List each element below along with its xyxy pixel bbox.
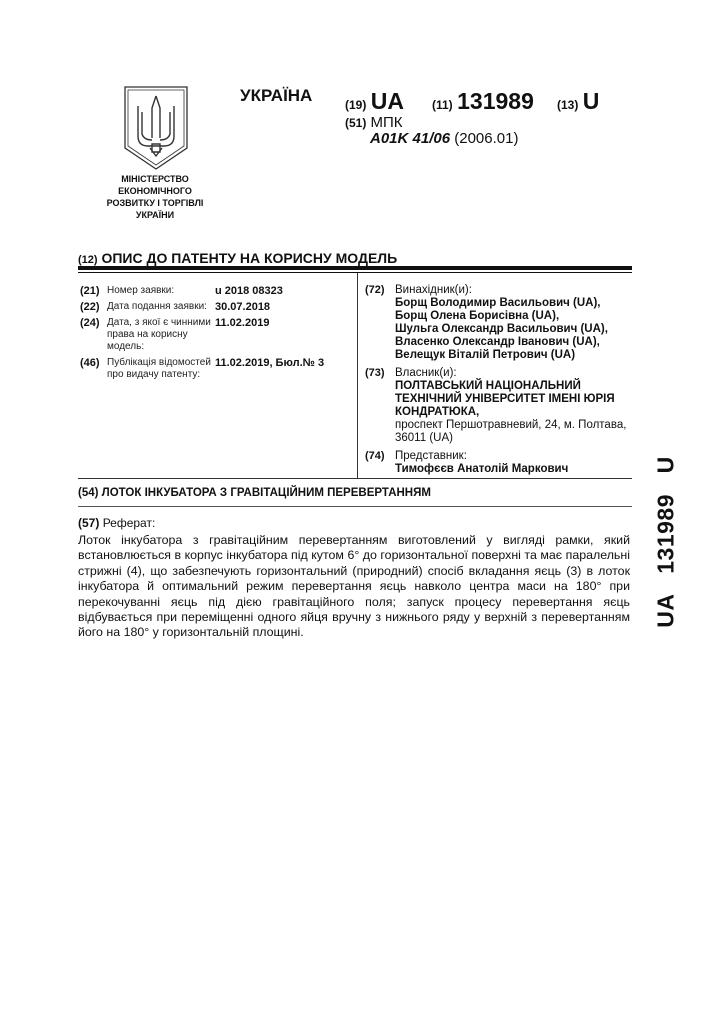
- representative-name: Тимофєєв Анатолій Маркович: [395, 463, 569, 475]
- field-value: 11.02.2019: [215, 317, 270, 329]
- ministry-line: МІНІСТЕРСТВО: [121, 174, 189, 184]
- ministry-line: РОЗВИТКУ І ТОРГІВЛІ: [106, 198, 204, 208]
- code-19: (19): [345, 98, 367, 112]
- code-51: (51): [345, 116, 367, 130]
- country-code: UA: [370, 88, 405, 114]
- document-title-text: ОПИС ДО ПАТЕНТУ НА КОРИСНУ МОДЕЛЬ: [101, 250, 398, 266]
- field-label: Винахідник(и):: [395, 284, 472, 296]
- thin-divider: [78, 272, 632, 273]
- field-code: (73): [365, 367, 385, 379]
- divider: [78, 478, 632, 479]
- ministry-name: [100, 173, 210, 221]
- code-57: (57): [78, 516, 100, 530]
- owner-address: проспект Першотравневий, 24, м. Полтава,: [395, 419, 627, 431]
- field-72-inventors: [365, 284, 640, 362]
- field-label: Дата, з якої є чинними права на корисну модель:: [107, 317, 211, 352]
- coat-of-arms-icon: [124, 86, 188, 170]
- field-code: (24): [80, 317, 100, 329]
- field-24: [80, 317, 352, 353]
- side-patent-label: UA 131989 U: [652, 456, 679, 628]
- thick-divider: [78, 266, 632, 270]
- code-11: (11): [432, 98, 453, 112]
- field-code: (74): [365, 450, 385, 462]
- field-label: Власник(и):: [395, 367, 457, 379]
- code-13: (13): [557, 98, 579, 112]
- ipc-version: (2006.01): [454, 130, 519, 147]
- utility-model-title-text: ЛОТОК ІНКУБАТОРА З ГРАВІТАЦІЙНИМ ПЕРЕВЕРТАННЯМ: [101, 487, 431, 499]
- utility-model-title: [78, 487, 431, 499]
- document-title: [78, 250, 397, 266]
- country-name: УКРАЇНА: [240, 86, 313, 105]
- field-21: [80, 285, 352, 297]
- abstract-text: Лоток інкубатора з гравітаційним перевертанням виготовлений у вигляді рамки, який встановлюється в корпус інкубатора під кутом 6° до горизонтальної поверхні та має паралельні стрижні (4), що забезпечують горизонтальний (природний) спосіб вкладання яєць (3) в лоток інкубатора й оптимальний режим перевертання яєць навколо центра маси на 180° при перекочуванні яєць під дією гравітаційного поля; запуск процесу перевертання яєць відбувається при переміщенні одного яйця вручну з нижнього ряду у верхній з перевертанням його на 180° у горизонтальній площині.: [78, 533, 630, 640]
- field-label: Дата подання заявки:: [107, 301, 207, 312]
- field-label: Представник:: [395, 450, 467, 462]
- parties-fields: [365, 284, 640, 481]
- field-value: 30.07.2018: [215, 301, 271, 313]
- ministry-line: ЕКОНОМІЧНОГО: [118, 186, 192, 196]
- field-73-owner: [365, 367, 640, 445]
- patent-id-line: [345, 88, 404, 115]
- inventor-name: Борщ Володимир Васильович (UA),: [395, 297, 601, 309]
- field-label: Публікація відомостей про видачу патенту:: [107, 357, 211, 380]
- ipc-line: [345, 114, 403, 131]
- patent-number: 131989: [457, 88, 534, 114]
- owner-name: ТЕХНІЧНИЙ УНІВЕРСИТЕТ ІМЕНІ ЮРІЯ: [395, 393, 615, 405]
- owner-name: ПОЛТАВСЬКИЙ НАЦІОНАЛЬНИЙ: [395, 380, 581, 392]
- ipc-class: A01K 41/06: [370, 130, 451, 147]
- field-code: (21): [80, 285, 100, 297]
- field-46: [80, 357, 352, 381]
- field-code: (46): [80, 357, 100, 369]
- abstract-label: Реферат:: [102, 516, 156, 530]
- owner-address: 36011 (UA): [395, 432, 453, 444]
- code-54: (54): [78, 487, 99, 499]
- divider: [78, 506, 632, 507]
- abstract-heading: [78, 516, 155, 530]
- field-label: Номер заявки:: [107, 285, 175, 296]
- field-value: u 2018 08323: [215, 285, 283, 297]
- owner-name: КОНДРАТЮКА,: [395, 406, 480, 418]
- kind-code: U: [582, 88, 600, 114]
- bibliographic-fields: [80, 285, 352, 385]
- field-74-representative: [365, 450, 640, 476]
- field-code: (72): [365, 284, 385, 296]
- ipc-label: МПК: [370, 114, 403, 131]
- ministry-line: УКРАЇНИ: [135, 210, 175, 220]
- inventor-name: Борщ Олена Борисівна (UA),: [395, 310, 560, 322]
- kind-line: [557, 88, 599, 115]
- column-divider: [357, 273, 358, 478]
- ipc-class-line: [370, 130, 518, 147]
- inventor-name: Власенко Олександр Іванович (UA),: [395, 336, 600, 348]
- patent-number-line: [432, 88, 534, 115]
- code-12: (12): [78, 254, 98, 266]
- field-value: 11.02.2019, Бюл.№ 3: [215, 357, 325, 369]
- inventor-name: Шульга Олександр Васильович (UA),: [395, 323, 608, 335]
- field-22: [80, 301, 352, 313]
- inventor-name: Велещук Віталій Петрович (UA): [395, 349, 576, 361]
- field-code: (22): [80, 301, 100, 313]
